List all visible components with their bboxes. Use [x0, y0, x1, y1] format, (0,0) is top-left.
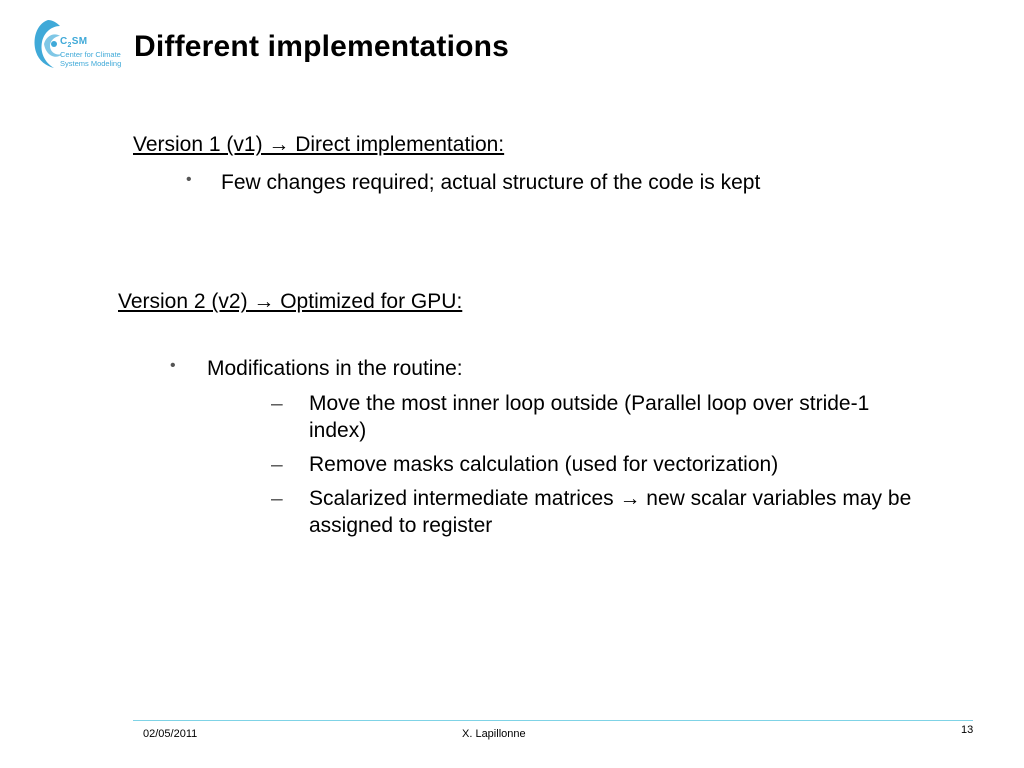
v2-subitem-3-text: Scalarized intermediate matrices → new scalar variables may be assigned to register — [309, 487, 912, 537]
logo-text — [60, 50, 121, 68]
v2-heading: Version 2 (v2) → Optimized for GPU: — [118, 290, 463, 313]
v2-subitem-2 — [271, 451, 949, 478]
v1-heading: Version 1 (v1) → Direct implementation: — [133, 133, 505, 156]
bullet-icon: • — [170, 357, 176, 374]
c2sm-logo — [30, 14, 122, 80]
footer-author: X. Lapillonne — [462, 728, 526, 740]
dash-icon: – — [271, 453, 283, 476]
page-number: 13 — [961, 724, 974, 736]
slide-title: Different implementations — [134, 30, 510, 63]
bullet-icon: • — [186, 171, 192, 188]
v2-subitem-1-text: Move the most inner loop outside (Parallel loop over stride-1 index) — [309, 392, 870, 442]
v1-bullet-text: Few changes required; actual structure of the code is kept — [221, 171, 761, 194]
v2-subitem-1 — [271, 390, 929, 444]
v2-subitem-3 — [271, 485, 969, 539]
logo-line-2: Systems Modeling — [60, 59, 122, 68]
logo-line-1: Center for Climate — [60, 50, 121, 59]
footer-date: 02/05/2011 — [143, 728, 198, 740]
logo-mark: $C_2SM$ — [60, 36, 88, 49]
dash-icon: – — [271, 487, 283, 510]
v2-subitem-2-text: Remove masks calculation (used for vectorization) — [309, 453, 779, 476]
dash-icon: – — [271, 392, 283, 415]
v2-bullet-text: Modifications in the routine: — [207, 357, 463, 380]
footer-divider — [133, 720, 973, 721]
